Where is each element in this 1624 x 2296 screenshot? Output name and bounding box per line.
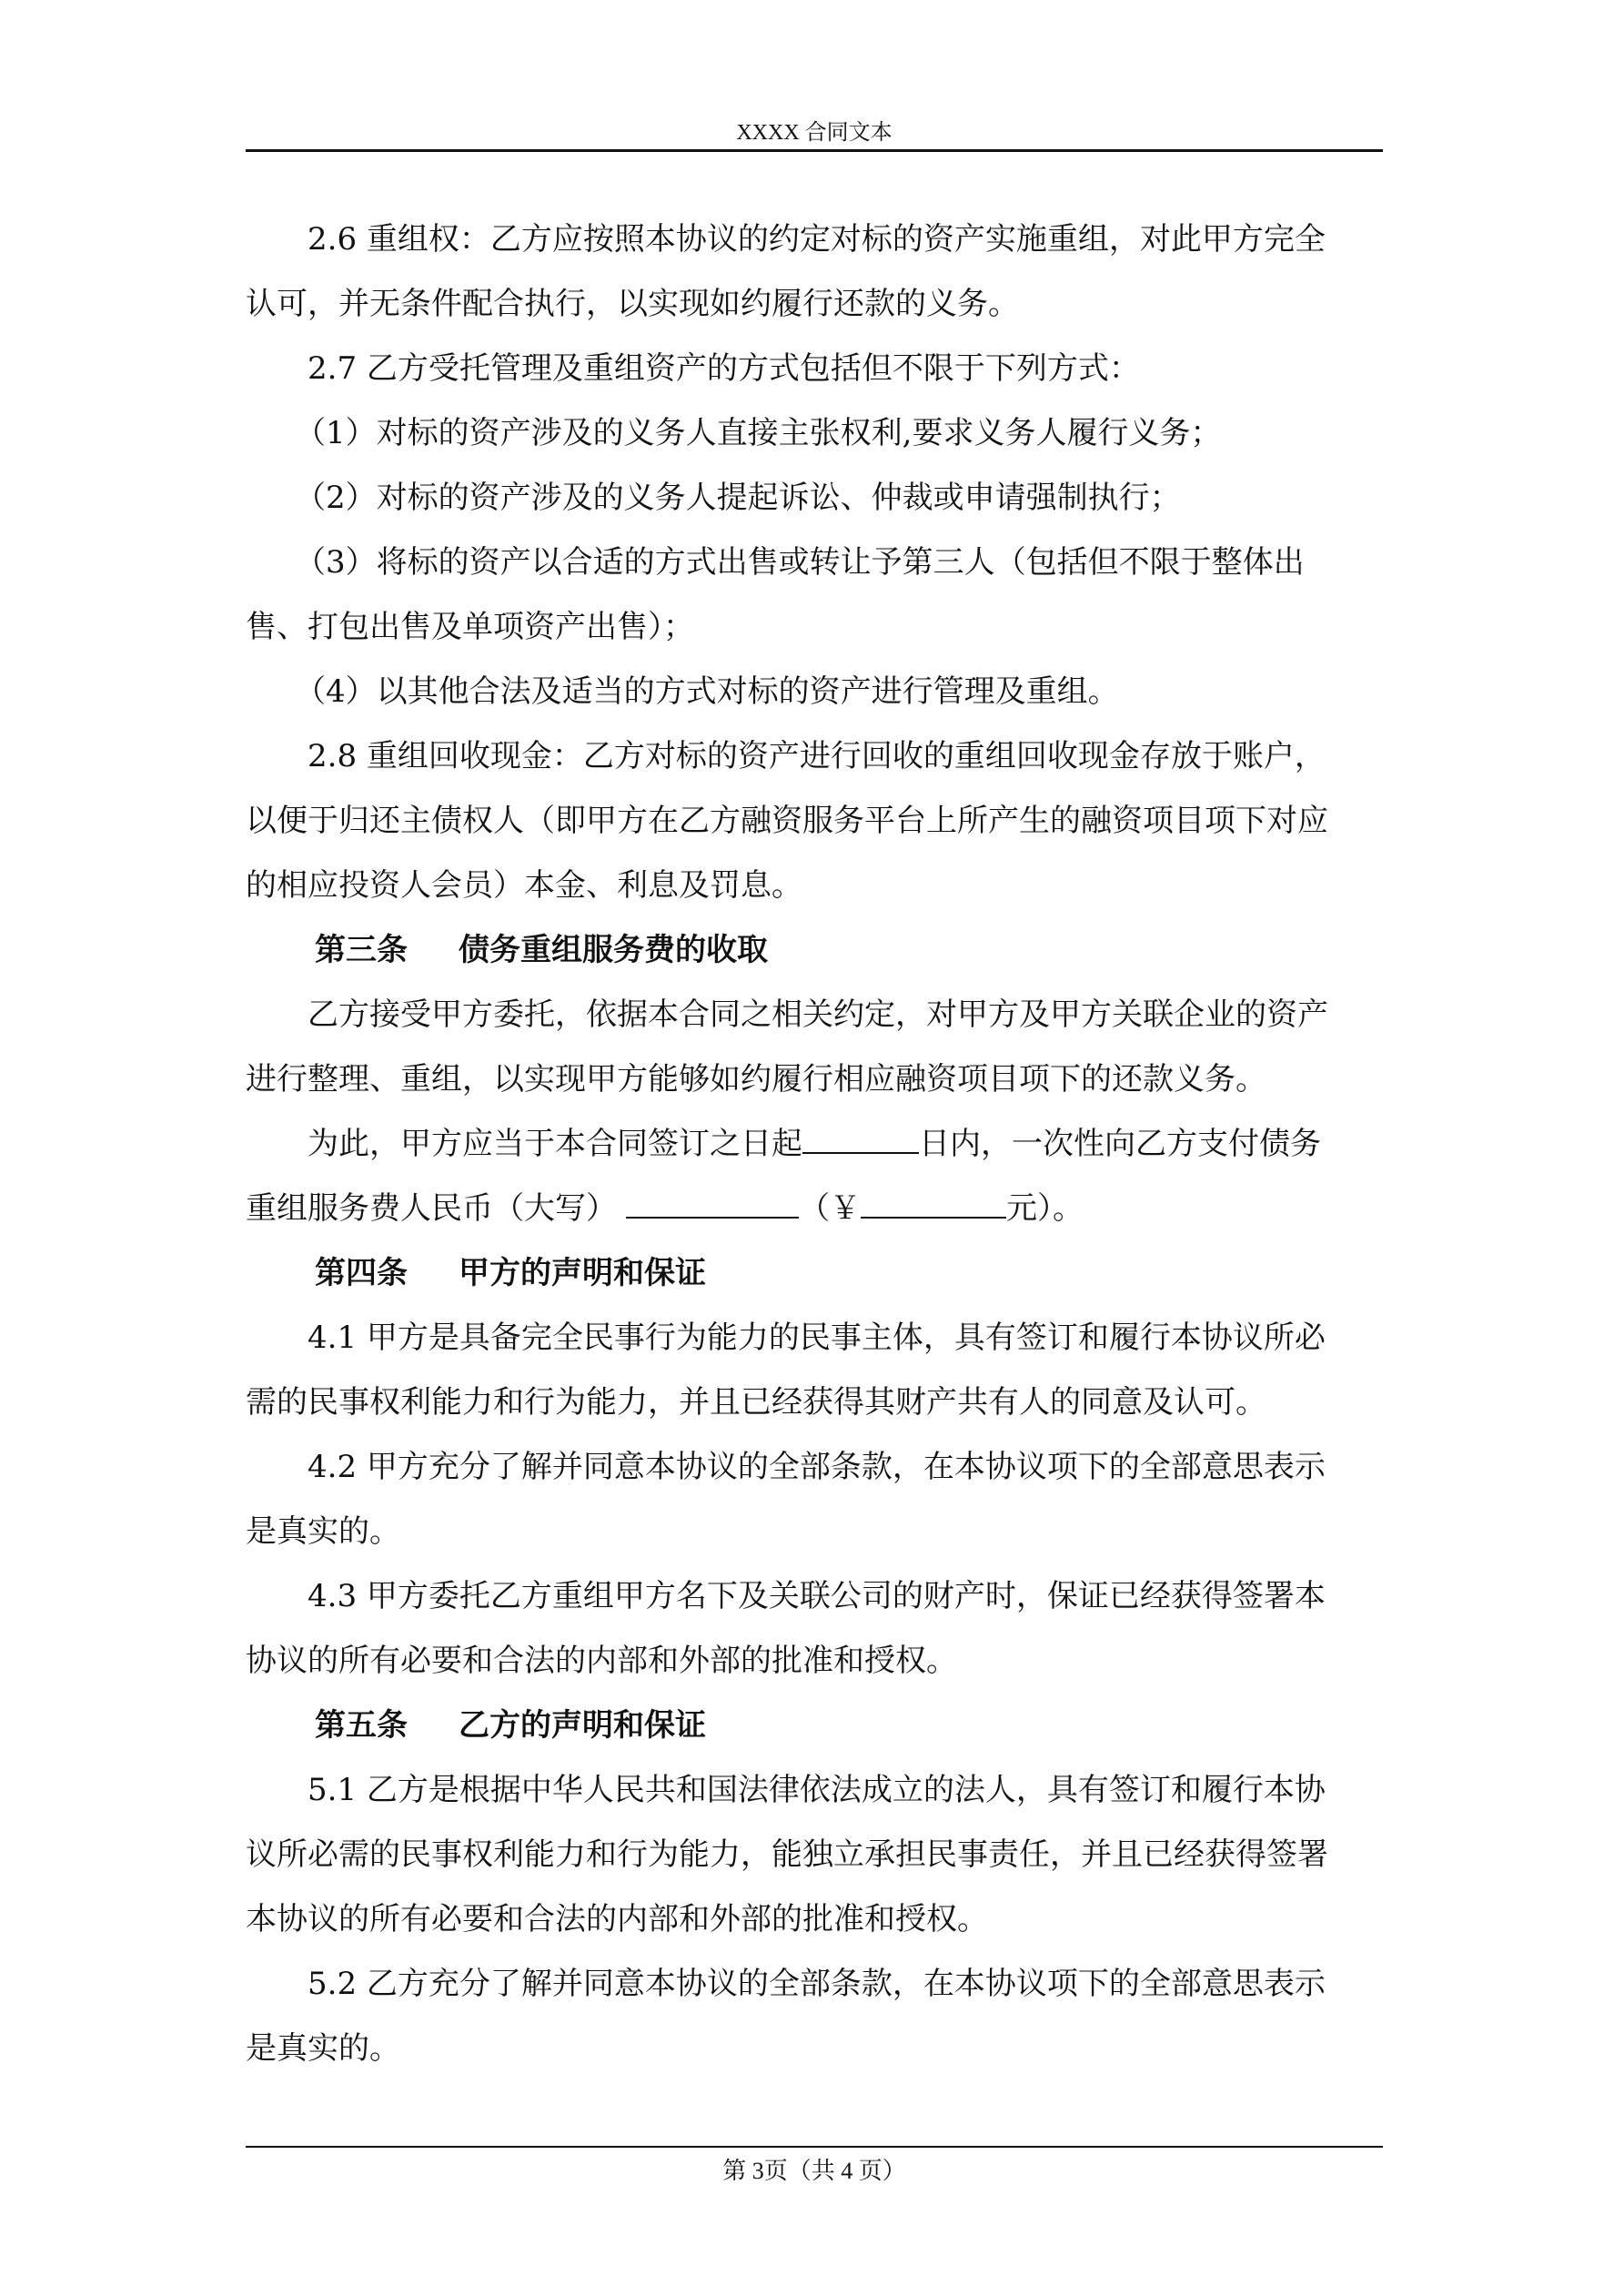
clause-5-1-line-2: 议所必需的民事权利能力和行为能力，能独立承担民事责任，并且已经获得签署 — [246, 1836, 1328, 1873]
fee-text-c: 元）。 — [1006, 1190, 1084, 1227]
article-5-heading — [246, 1694, 1383, 1758]
article-3-para-2-line-1 — [246, 1112, 1383, 1177]
fee-uppercase-blank — [626, 1186, 799, 1219]
clause-2-8-line-3: 的相应投资人会员）本金、利息及罚息。 — [246, 867, 802, 904]
clause-2-8-line-1: 2.8 重组回收现金：乙方对标的资产进行回收的重组回收现金存放于账户， — [308, 738, 1326, 774]
fee-amount-blank — [861, 1186, 1006, 1219]
article-3-para-2-text-a: 为此，甲方应当于本合同签订之日起 — [308, 1126, 802, 1162]
days-blank — [802, 1121, 919, 1154]
article-3-number: 第三条 — [315, 932, 408, 968]
header-divider — [246, 149, 1383, 152]
clause-4-1-line-1: 4.1 甲方是具备完全民事行为能力的民事主体，具有签订和履行本协议所必 — [308, 1320, 1326, 1356]
article-3-para-1-line-2: 进行整理、重组，以实现甲方能够如约履行相应融资项目项下的还款义务。 — [246, 1061, 1266, 1097]
clause-2-7-item-3-line-2: 售、打包出售及单项资产出售）； — [246, 609, 694, 645]
footer-divider — [246, 2146, 1383, 2148]
article-3-heading — [246, 918, 1383, 983]
clause-2-7-item-2: （2）对标的资产涉及的义务人提起诉讼、仲裁或申请强制执行； — [295, 480, 1181, 516]
document-header-title: XXXX 合同文本 — [736, 121, 893, 145]
fee-text-b: （￥ — [799, 1190, 861, 1227]
clause-2-7: 2.7 乙方受托管理及重组资产的方式包括但不限于下列方式： — [308, 350, 1140, 387]
clause-2-7-item-4: （4）以其他合法及适当的方式对标的资产进行管理及重组。 — [295, 673, 1119, 710]
clause-2-7-item-1: （1）对标的资产涉及的义务人直接主张权利,要求义务人履行义务； — [295, 415, 1222, 451]
clause-5-2-line-1: 5.2 乙方充分了解并同意本协议的全部条款，在本协议项下的全部意思表示 — [308, 1966, 1326, 2002]
clause-4-2-line-1: 4.2 甲方充分了解并同意本协议的全部条款，在本协议项下的全部意思表示 — [308, 1449, 1326, 1485]
article-3-para-2-line-2 — [246, 1177, 1383, 1241]
article-3-title: 债务重组服务费的收取 — [459, 932, 768, 968]
article-5-number: 第五条 — [315, 1707, 408, 1744]
article-4-title: 甲方的声明和保证 — [459, 1255, 706, 1291]
clause-2-8-line-2: 以便于归还主债权人（即甲方在乙方融资服务平台上所产生的融资项目项下对应 — [246, 803, 1328, 839]
article-4-heading — [246, 1241, 1383, 1306]
clause-2-6-line-2: 认可，并无条件配合执行，以实现如约履行还款的义务。 — [246, 286, 1019, 322]
article-4-number: 第四条 — [315, 1255, 408, 1291]
clause-5-1-line-1: 5.1 乙方是根据中华人民共和国法律依法成立的法人，具有签订和履行本协 — [308, 1772, 1326, 1808]
page-number: 第 3页（共 4 页） — [722, 2158, 906, 2184]
clause-4-2-line-2: 是真实的。 — [246, 1513, 400, 1550]
clause-2-7-item-3-line-1: （3）将标的资产以合适的方式出售或转让予第三人（包括但不限于整体出 — [295, 544, 1305, 581]
document-body — [246, 207, 1383, 2081]
clause-4-3-line-2: 协议的所有必要和合法的内部和外部的批准和授权。 — [246, 1643, 957, 1679]
clause-2-6-line-1: 2.6 重组权：乙方应按照本协议的约定对标的资产实施重组，对此甲方完全 — [308, 221, 1326, 258]
article-3-para-1-line-1: 乙方接受甲方委托，依据本合同之相关约定，对甲方及甲方关联企业的资产 — [308, 996, 1328, 1033]
clause-5-2-line-2: 是真实的。 — [246, 2030, 400, 2067]
fee-text-a: 重组服务费人民币（大写） — [246, 1190, 617, 1227]
clause-4-1-line-2: 需的民事权利能力和行为能力，并且已经获得其财产共有人的同意及认可。 — [246, 1384, 1266, 1421]
article-5-title: 乙方的声明和保证 — [459, 1707, 706, 1744]
clause-5-1-line-3: 本协议的所有必要和合法的内部和外部的批准和授权。 — [246, 1901, 988, 1937]
article-3-para-2-text-b: 日内，一次性向乙方支付债务 — [919, 1126, 1321, 1162]
clause-4-3-line-1: 4.3 甲方委托乙方重组甲方名下及关联公司的财产时，保证已经获得签署本 — [308, 1578, 1326, 1614]
